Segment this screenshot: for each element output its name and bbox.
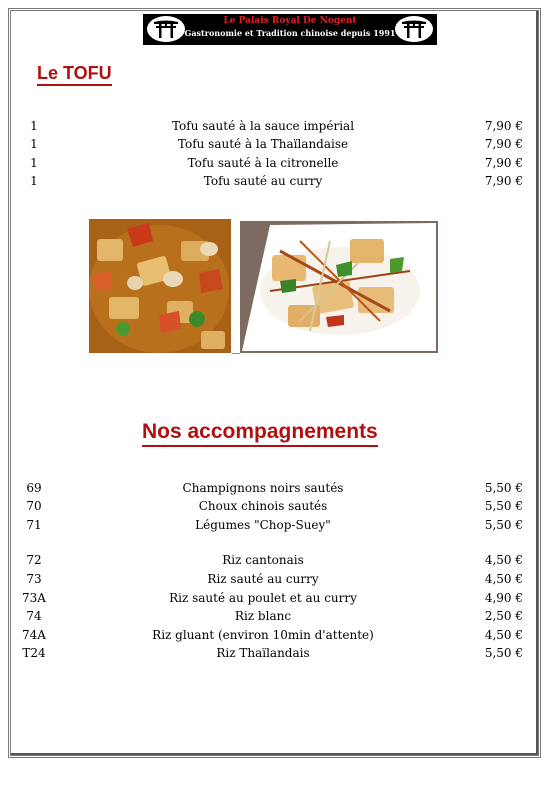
menu-row <box>0 591 559 609</box>
section-heading-tofu: Le TOFU <box>37 62 112 86</box>
item-name: Riz sauté au poulet et au curry <box>169 591 357 605</box>
item-price: 7,90 € <box>484 137 523 151</box>
item-name: Riz blanc <box>234 609 292 623</box>
menu-row <box>0 628 559 646</box>
item-name: Tofu sauté à la sauce impérial <box>171 119 355 133</box>
item-price: 4,50 € <box>484 553 523 567</box>
item-number: 73 <box>26 572 42 586</box>
item-number: 74A <box>22 628 46 642</box>
restaurant-banner <box>143 14 437 45</box>
tofu-dish-photo <box>89 219 231 353</box>
item-name: Riz sauté au curry <box>207 572 319 586</box>
item-price: 5,50 € <box>484 481 523 495</box>
menu-row <box>0 646 559 664</box>
item-number: 71 <box>26 518 42 532</box>
item-name: Légumes "Chop-Suey" <box>195 518 331 532</box>
item-number: 72 <box>26 553 42 567</box>
item-number: 1 <box>30 137 38 151</box>
item-number: 73A <box>22 591 46 605</box>
item-price: 7,90 € <box>484 119 523 133</box>
item-number: 69 <box>26 481 42 495</box>
item-price: 7,90 € <box>484 174 523 188</box>
item-price: 4,90 € <box>484 591 523 605</box>
item-name: Riz cantonais <box>222 553 304 567</box>
tofu-plate-photo <box>240 221 438 353</box>
menu-row <box>0 518 559 536</box>
menu-row <box>0 119 559 137</box>
item-name: Champignons noirs sautés <box>182 481 344 495</box>
menu-row <box>0 499 559 517</box>
torii-gate-logo-icon <box>395 16 433 42</box>
item-number: 74 <box>26 609 42 623</box>
item-price: 4,50 € <box>484 628 523 642</box>
item-name: Tofu sauté au curry <box>203 174 323 188</box>
menu-row <box>0 174 559 192</box>
menu-row <box>0 572 559 590</box>
item-price: 4,50 € <box>484 572 523 586</box>
item-name: Tofu sauté à la Thaïlandaise <box>177 137 349 151</box>
banner-subtitle: Gastronomie et Tradition chinoise depuis 1991 <box>184 28 396 38</box>
item-name: Riz Thaïlandais <box>216 646 310 660</box>
item-price: 5,50 € <box>484 518 523 532</box>
item-number: 70 <box>26 499 42 513</box>
item-name: Tofu sauté à la citronelle <box>187 156 339 170</box>
item-name: Riz gluant (environ 10min d'attente) <box>152 628 374 642</box>
item-price: 5,50 € <box>484 499 523 513</box>
item-name: Choux chinois sautés <box>198 499 328 513</box>
menu-row <box>0 481 559 499</box>
menu-row <box>0 553 559 571</box>
image-divider <box>232 353 240 354</box>
section-heading-accompagnements: Nos accompagnements <box>142 419 378 447</box>
item-number: T24 <box>22 646 46 660</box>
item-number: 1 <box>30 156 38 170</box>
item-number: 1 <box>30 174 38 188</box>
item-number: 1 <box>30 119 38 133</box>
menu-row <box>0 137 559 155</box>
banner-title: Le Palais Royal De Nogent <box>223 16 357 26</box>
menu-row <box>0 156 559 174</box>
item-price: 2,50 € <box>484 609 523 623</box>
item-price: 5,50 € <box>484 646 523 660</box>
menu-row <box>0 609 559 627</box>
item-price: 7,90 € <box>484 156 523 170</box>
